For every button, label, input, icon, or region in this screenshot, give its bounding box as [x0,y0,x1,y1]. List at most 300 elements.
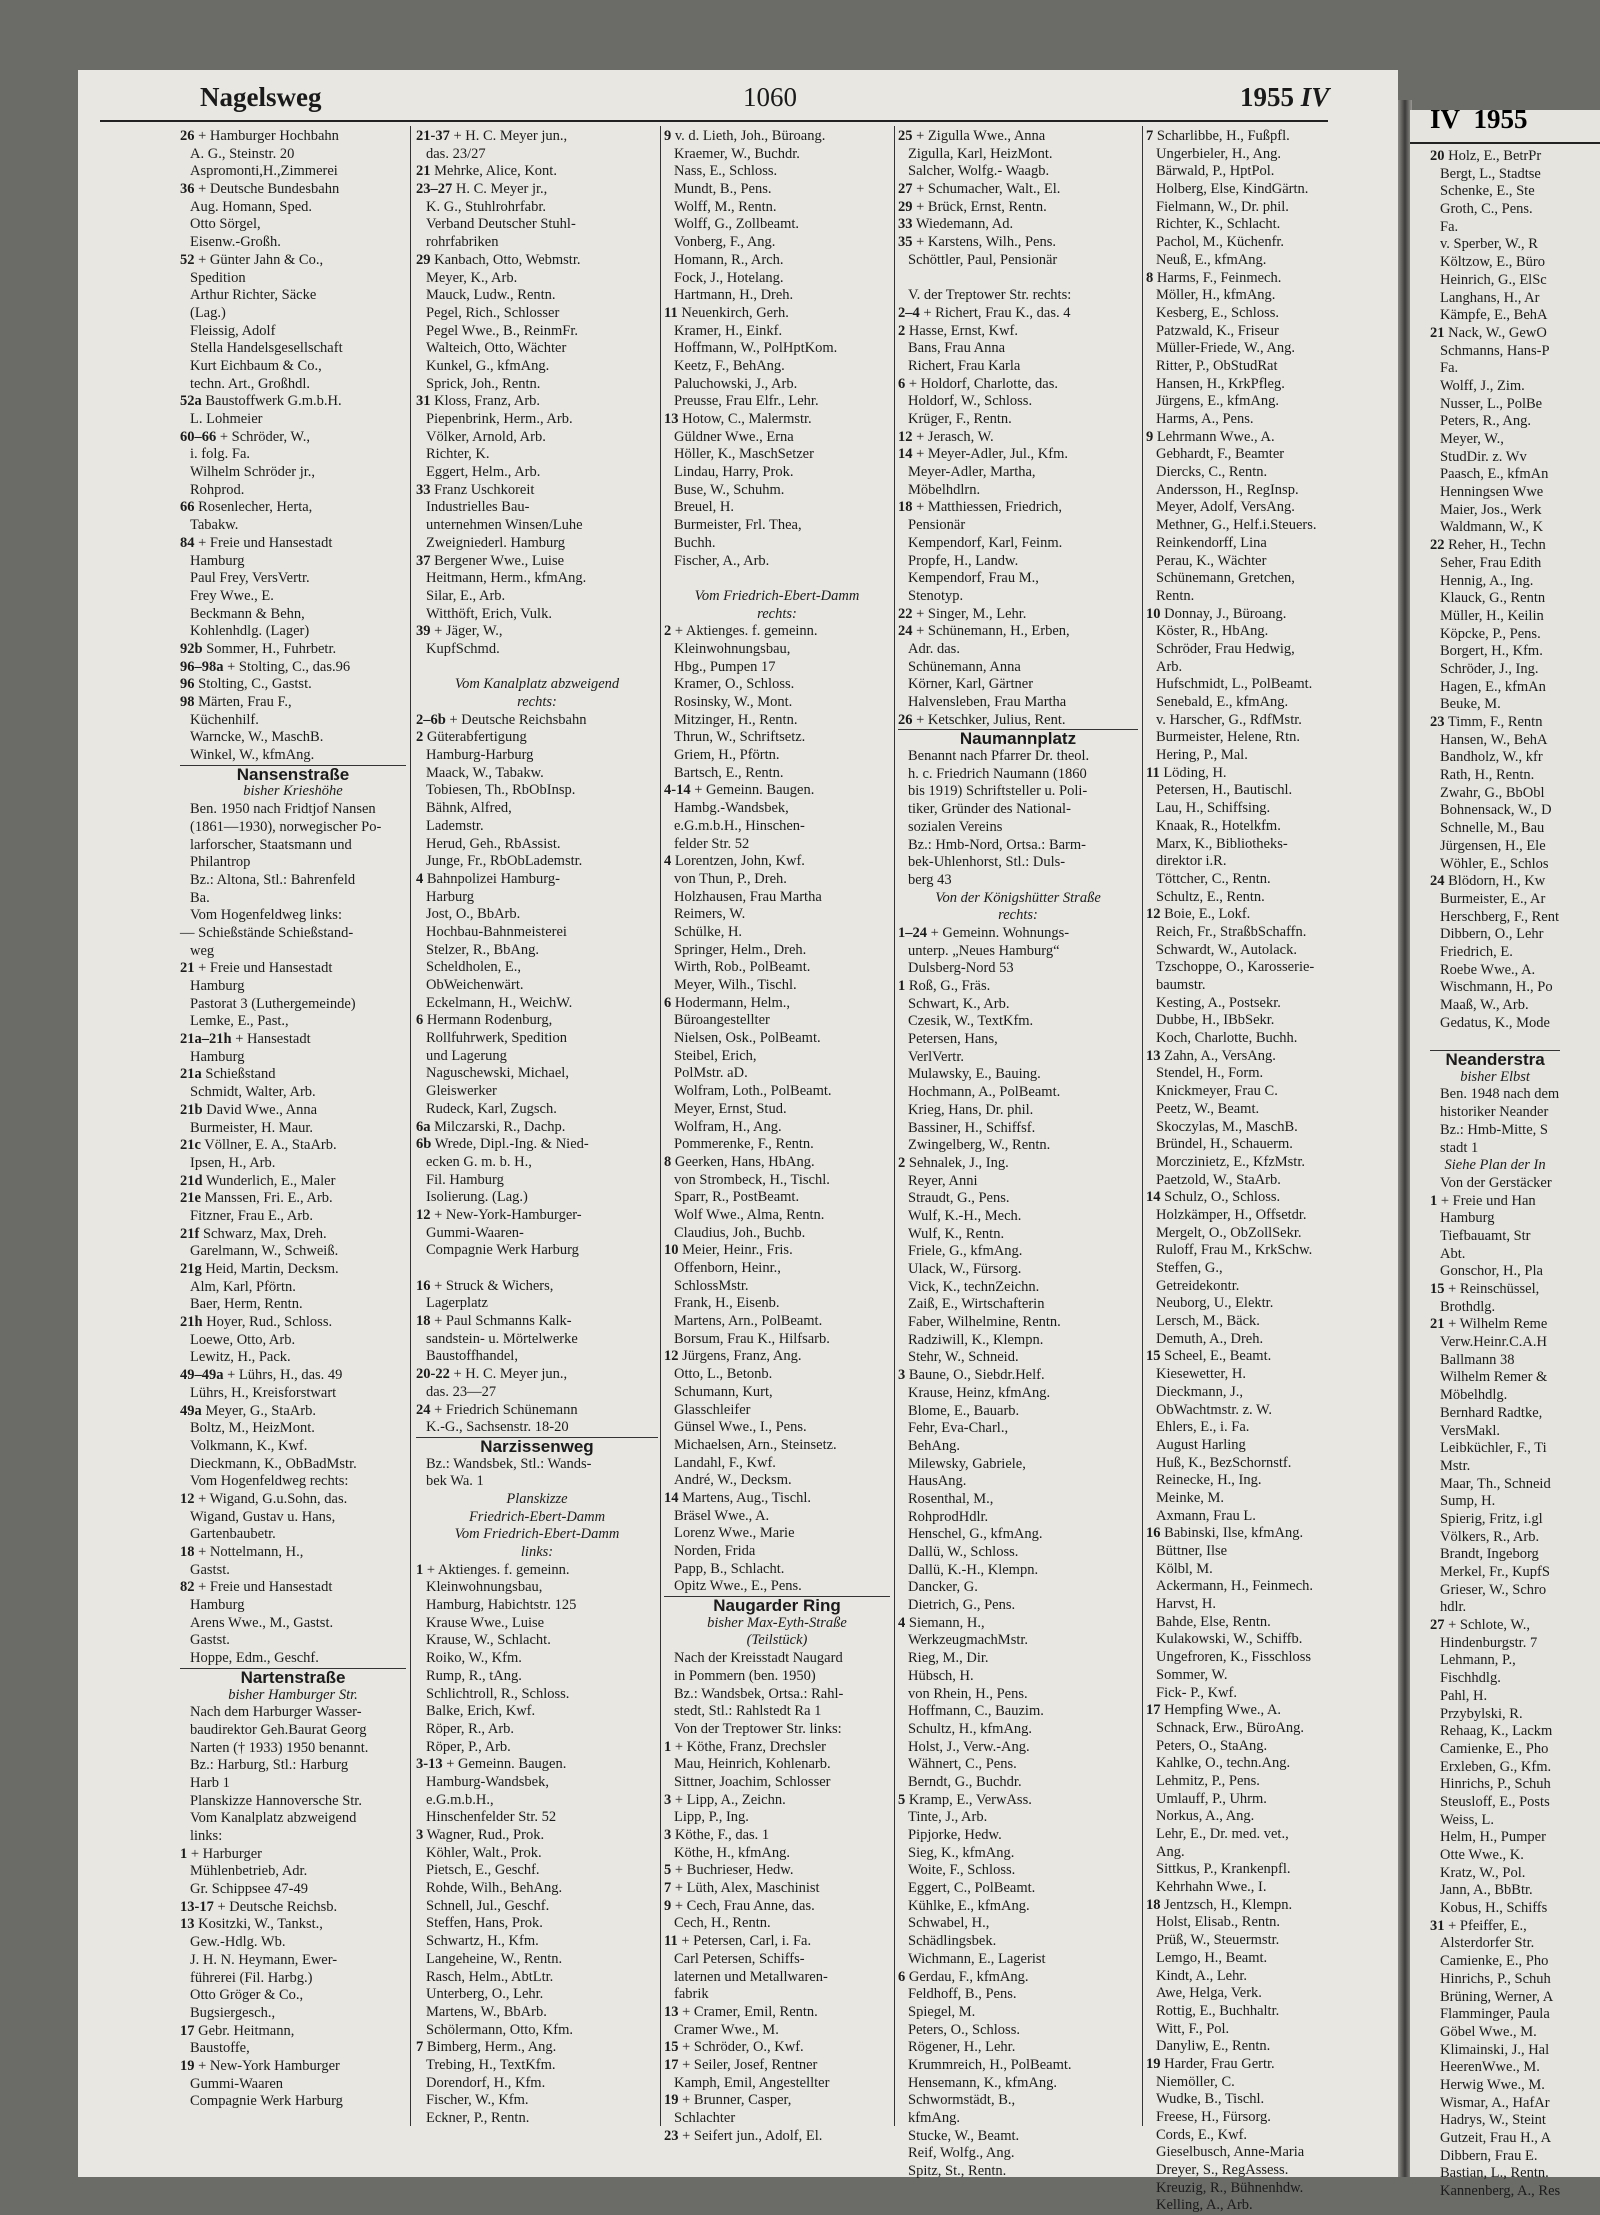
resident-entry: V. der Treptower Str. rechts: [908,287,1072,304]
house-number-entry: 1 + Harburger [180,1845,262,1862]
running-head-street: Nagelsweg [200,82,322,112]
resident-entry: Wolff, M., Rentn. [674,198,777,215]
resident-entry: Kesting, A., Postsekr. [1156,994,1281,1011]
resident-entry: Schumann, Kurt, [674,1383,773,1400]
resident-entry: Eggert, Helm., Arb. [426,464,541,481]
resident-entry: Lorenz Wwe., Marie [674,1525,795,1542]
resident-entry: Camienke, E., Pho [1440,1953,1549,1970]
resident-entry: Martens, Arn., PolBeamt. [674,1313,823,1330]
resident-entry: Wöhler, E., Schlos [1440,855,1549,872]
resident-entry: Rohprod. [190,481,245,498]
resident-entry: Gastst. [190,1632,230,1649]
resident-entry: Kreuzig, R., Bühnenhdw. [1156,2179,1304,2196]
resident-entry: Schülke, H. [674,923,743,940]
resident-entry: Nach der Kreisstadt Naugard [674,1650,843,1667]
house-number-entry: 13 Zahn, A., VersAng. [1146,1047,1276,1064]
resident-entry: Kohlenhdlg. (Lager) [190,623,310,640]
resident-entry: Schnelle, M., Bau [1440,820,1545,837]
resident-entry: Sump, H. [1440,1493,1496,1510]
resident-entry: L. Lohmeier [190,411,263,427]
resident-entry: Philantrop [190,854,251,871]
resident-entry: h. c. Friedrich Naumann (1860 [908,765,1087,782]
house-number-entry: 18 + Nottelmann, H., [180,1544,304,1560]
resident-entry: Mühlenbetrieb, Adr. [190,1863,308,1880]
resident-entry: das. 23—27 [426,1383,497,1400]
resident-entry: links: [190,1828,223,1844]
resident-entry: Loewe, Otto, Arb. [190,1331,296,1348]
house-number-entry: 15 + Reinschüssel, [1430,1281,1540,1297]
resident-entry: Peters, O., Schloss. [908,2021,1020,2038]
resident-entry: Sittner, Joachim, Schlosser [674,1773,831,1790]
resident-entry: Röper, R., Arb. [426,1720,515,1737]
resident-entry: Meyer, Ernst, Stud. [674,1100,787,1117]
resident-entry: Wichmann, E., Lagerist [908,1950,1046,1967]
resident-entry: Pastorat 3 (Luthergemeinde) [190,995,356,1012]
resident-entry: Wolf Wwe., Alma, Rentn. [674,1206,825,1223]
resident-entry: Hamburg [190,552,245,569]
house-number-entry: 12 Jürgens, Franz, Ang. [664,1348,802,1365]
resident-entry: Gew.-Hdlg. Wb. [190,1934,286,1951]
resident-entry: Peters, R., Ang. [1440,413,1532,430]
resident-entry: stadt 1 [1440,1139,1479,1156]
resident-entry: v. Sperber, W., R [1440,236,1538,253]
resident-entry: Paasch, E., kfmAn [1440,466,1549,483]
resident-entry: Straudt, G., Pens. [908,1190,1010,1207]
house-number-entry: 7 Scharlibbe, H., Fußpfl. [1146,128,1290,144]
resident-entry: Martens, W., BbArb. [426,2003,547,2020]
house-number-entry: 21h Hoyer, Rud., Schloss. [180,1314,333,1331]
house-number-entry: 6 Hermann Rodenburg, [416,1012,553,1029]
resident-entry: Steffen, Hans, Prok. [426,1915,543,1932]
resident-entry: Helm, H., Pumper [1440,1829,1546,1846]
resident-entry: KupfSchmd. [426,640,500,657]
resident-entry: Krüger, F., Rentn. [908,411,1012,427]
resident-entry: Henningsen Wwe [1440,484,1544,501]
resident-entry: Tiefbauamt, Str [1440,1227,1531,1244]
resident-entry: Pipjorke, Hedw. [908,1827,1002,1843]
street-heading: Nansenstraße [180,765,406,784]
house-number-entry: 35 + Karstens, Wilh., Pens. [898,234,1056,251]
resident-entry: Glasschleifer [674,1401,751,1418]
resident-entry: hdlr. [1440,1599,1467,1616]
resident-entry: Piepenbrink, Herm., Arb. [426,411,573,427]
house-number-entry: 11 + Petersen, Carl, i. Fa. [664,1933,812,1950]
resident-entry: führerei (Fil. Harbg.) [190,1969,313,1986]
header-rule [1410,142,1600,144]
resident-entry: Schädlingsbek. [908,1933,997,1950]
resident-entry: felder Str. 52 [674,835,750,852]
resident-entry: Reinkendorff, Lina [1156,534,1267,551]
street-note: (Teilstück) [746,1632,808,1649]
resident-entry: Friedrich, E. [1440,943,1513,960]
house-number-entry: 23 + Seifert jun., Adolf, El. [664,2127,823,2144]
resident-entry: Getreidekontr. [1156,1277,1240,1294]
resident-entry: Müller, H., Keilin [1440,607,1544,624]
resident-entry: Steffen, G., [1156,1260,1223,1276]
house-number-entry: 24 Blödorn, H., Kw [1430,873,1546,890]
house-number-entry: 13 Hotow, C., Malermstr. [664,411,812,427]
resident-entry: Hamburg [1440,1210,1495,1227]
resident-entry: Faber, Wilhelmine, Rentn. [908,1314,1061,1331]
resident-entry: Reyer, Anni [908,1172,978,1189]
header-rule [100,120,1328,122]
resident-entry: Ritter, P., ObStudRat [1156,357,1278,374]
resident-entry: historiker Neander [1440,1104,1549,1121]
house-number-entry: 21-37 + H. C. Meyer jun., [416,128,568,144]
resident-entry: Unterberg, O., Lehr. [426,1986,544,2003]
resident-entry: Wolff, J., Zim. [1440,377,1525,394]
resident-entry: Brandt, Ingeborg [1440,1546,1539,1563]
resident-entry: Rosinsky, W., Mont. [674,694,793,710]
house-number-entry: 2 Güterabfertigung [416,729,527,746]
resident-entry: Rosenthal, M., [908,1490,994,1507]
resident-entry: Lau, H., Schiffsing. [1156,800,1271,817]
resident-entry: Dreyer, S., RegAssess. [1156,2162,1289,2179]
resident-entry: Beuke, M. [1440,696,1501,713]
resident-entry: Borsum, Frau K., Hilfsarb. [674,1330,830,1347]
resident-entry: Czesik, W., TextKfm. [908,1013,1034,1030]
resident-entry: Seher, Frau Edith [1440,554,1542,571]
resident-entry: Spiegel, M. [908,2003,976,2020]
house-number-entry: 49–49a + Lührs, H., das. 49 [180,1367,343,1384]
resident-entry: Petersen, Hans, [908,1031,998,1048]
resident-entry: techn. Art., Großhdl. [190,375,311,392]
street-note: rechts: [517,694,557,710]
house-number-entry: 29 + Brück, Ernst, Rentn. [898,198,1047,215]
resident-entry: Demuth, A., Dreh. [1156,1330,1264,1347]
house-number-entry: 12 + Wigand, G.u.Sohn, das. [180,1490,348,1507]
resident-entry: Meyer, Adolf, VersAng. [1156,499,1295,516]
resident-entry: ecken G. m. b. H., [426,1153,532,1170]
resident-entry: Kempendorf, Karl, Feinm. [908,534,1063,551]
house-number-entry: 26 + Ketschker, Julius, Rent. [898,711,1066,728]
house-number-entry: 9 v. d. Lieth, Joh., Büroang. [664,128,826,144]
resident-entry: Paluchowski, J., Arb. [674,375,798,392]
resident-entry: Ruloff, Frau M., KrkSchw. [1156,1242,1313,1259]
resident-entry: Schölermann, Otto, Kfm. [426,2021,573,2038]
resident-entry: Frank, H., Eisenb. [674,1295,780,1312]
resident-entry: Rentn. [1156,587,1195,604]
resident-entry: Günsel Wwe., I., Pens. [674,1419,807,1436]
street-note: Friedrich-Ebert-Damm [468,1508,606,1525]
resident-entry: Kulakowski, W., Schiffb. [1156,1631,1303,1648]
house-number-entry: 31 Kloss, Franz, Arb. [416,393,541,410]
resident-entry: Vom Kanalplatz abzweigend [190,1810,357,1827]
house-number-entry: 7 + Lüth, Alex, Maschinist [664,1880,820,1897]
resident-entry: Danyliw, E., Rentn. [1156,2038,1271,2055]
street-note: Von der Königshütter Straße [935,889,1101,906]
resident-entry: Hinschenfelder Str. 52 [426,1809,557,1826]
resident-entry: Gummi-Waaren- [426,1224,524,1241]
resident-entry: Rieg, M., Dir. [908,1650,989,1667]
resident-entry: bek Wa. 1 [426,1473,484,1490]
resident-entry: Kunkel, G., kfmAng. [426,357,550,374]
house-number-entry: 33 Franz Uschkoreit [416,481,535,498]
resident-entry: Warncke, W., MaschB. [190,729,324,746]
resident-entry: Garelmann, W., Schweiß. [190,1243,339,1260]
resident-entry: Silar, E., Arb. [426,587,506,604]
resident-entry: unterp. „Neues Hamburg“ [908,942,1060,959]
resident-entry: Brothdlg. [1440,1298,1496,1315]
house-number-entry: 52 + Günter Jahn & Co., [180,251,324,268]
resident-entry: Lipp, P., Ing. [674,1809,749,1826]
house-number-entry: 23–27 H. C. Meyer jr., [416,181,548,198]
resident-entry: Roiko, W., Kfm. [426,1650,522,1667]
resident-entry: Spierig, Fritz, i.gl [1440,1510,1543,1527]
resident-entry: Baustoffhandel, [426,1348,518,1365]
resident-entry: baudirektor Geh.Baurat Georg [190,1721,367,1738]
resident-entry: Dieckmann, J., [1156,1383,1243,1400]
resident-entry: Richert, Frau Karla [908,357,1021,374]
resident-entry: Sparr, R., PostBeamt. [674,1189,800,1206]
resident-entry: Hinrichs, P., Schuh [1440,1776,1551,1793]
resident-entry: Schlichtroll, R., Schloss. [426,1685,570,1702]
resident-entry: Burmeister, E., Ar [1440,890,1546,907]
resident-entry: Schünemann, Anna [908,658,1021,675]
resident-entry: Nielsen, Osk., PolBeamt. [674,1030,821,1047]
column-3 [664,128,890,2145]
resident-entry: Rohde, Wilh., BehAng. [426,1880,563,1897]
resident-entry: Skoczylas, M., MaschB. [1156,1118,1298,1135]
resident-entry: unternehmen Winsen/Luhe [426,517,583,534]
resident-entry: Költzow, E., Büro [1440,254,1545,271]
house-number-entry: 21c Völlner, E. A., StaArb. [180,1137,337,1154]
resident-entry: Koch, Charlotte, Buchh. [1156,1030,1298,1047]
resident-entry: Hamburg [190,1048,245,1065]
house-number-entry: 10 Meier, Heinr., Fris. [664,1242,793,1259]
resident-entry: Holst, Elisab., Rentn. [1156,1914,1281,1931]
street-note: bisher Elbst [1460,1068,1530,1085]
house-number-entry: 13 Kositzki, W., Tankst., [180,1916,323,1933]
resident-entry: Landahl, F., Kwf. [674,1454,776,1471]
resident-entry: stedt, Stl.: Rahlstedt Ra 1 [674,1703,822,1720]
resident-entry: Fielmann, W., Dr. phil. [1156,198,1289,215]
resident-entry: Bandholz, W., kfr [1440,749,1543,766]
street-note: Siehe Plan der In [1444,1157,1546,1174]
resident-entry: laternen und Metallwaren- [674,1968,828,1985]
house-number-entry: 49a Meyer, G., StaArb. [180,1402,316,1419]
resident-entry: bek-Uhlenhorst, Stl.: Duls- [908,854,1066,871]
column-divider [660,126,661,2126]
resident-entry: Verband Deutscher Stuhl- [426,216,576,233]
resident-entry: berg 43 [908,871,952,888]
resident-entry: Bz.: Hmb-Mitte, S [1440,1121,1548,1138]
resident-entry: Zwahr, G., BbObl [1440,784,1545,801]
resident-entry: Axmann, Frau L. [1156,1507,1256,1524]
resident-entry: Peters, O., StaAng. [1156,1737,1268,1754]
house-number-entry: 19 Harder, Frau Gertr. [1146,2055,1275,2072]
house-number-entry: 3 Wagner, Rud., Prok. [416,1827,545,1843]
resident-entry: Nach dem Harburger Wasser- [190,1704,362,1721]
resident-entry: RohprodHdlr. [908,1508,989,1525]
resident-entry: Fil. Hamburg [426,1171,504,1188]
resident-entry: Bärwald, P., HptPol. [1156,163,1275,180]
resident-entry: Kramer, H., Einkf. [674,322,783,339]
resident-entry: Baer, Herm, Rentn. [190,1296,303,1313]
resident-entry: Bohnensack, W., D [1440,802,1552,819]
house-number-entry: 19 + New-York Hamburger [180,2057,340,2074]
resident-entry: Müller-Friede, W., Ang. [1156,340,1296,357]
column-divider [1142,126,1143,2126]
resident-entry: Arb. [1156,658,1183,675]
resident-entry: Volkmann, K., Kwf. [190,1437,308,1454]
resident-entry: Ben. 1950 nach Fridtjof Nansen [190,801,376,818]
resident-entry: Kesberg, E., Schloss. [1156,304,1279,321]
resident-entry: weg [190,942,215,959]
house-number-entry: 13-17 + Deutsche Reichsb. [180,1898,338,1915]
resident-entry: Dallü, K.-H., Klempn. [908,1561,1039,1578]
resident-entry: Knickmeyer, Frau C. [1156,1083,1278,1100]
resident-entry: baumstr. [1156,977,1206,993]
resident-entry: Reimers, W. [674,906,746,923]
resident-entry: Arens Wwe., M., Gastst. [190,1614,334,1631]
house-number-entry [416,659,658,677]
house-number-entry [416,1260,658,1278]
resident-entry: Hinrichs, P., Schuh [1440,1970,1551,1987]
resident-entry: Wolff, G., Zollbeamt. [674,216,800,233]
resident-entry: Schwartz, H., Kfm. [426,1933,539,1950]
resident-entry: Andersson, H., RegInsp. [1156,481,1299,498]
resident-entry: Wolfram, Loth., PolBeamt. [674,1083,832,1100]
resident-entry: Dibbern, O., Lehr [1440,926,1544,943]
resident-entry: Winkel, W., kfmAng. [190,747,315,764]
resident-entry: Weiss, L. [1440,1811,1495,1828]
resident-entry: Buse, W., Schuhm. [674,481,785,498]
resident-entry: Hindenburgstr. 7 [1440,1634,1538,1651]
resident-entry: Mergelt, O., ObZollSekr. [1156,1224,1302,1241]
house-number-entry: 12 + New-York-Hamburger- [416,1206,582,1223]
resident-entry: Stenotyp. [908,587,964,604]
resident-entry: Körner, Karl, Gärtner [908,676,1034,693]
house-number-entry: 26 + Hamburger Hochbahn [180,128,339,144]
house-number-entry: 22 Reher, H., Techn [1430,537,1546,554]
resident-entry: Lagerplatz [426,1295,488,1312]
resident-entry: Steibel, Erich, [674,1047,757,1064]
resident-entry: Hochmann, A., PolBeamt. [908,1084,1061,1101]
street-heading: Neanderstra [1430,1050,1560,1069]
resident-entry: Salcher, Wolfg.- Waagb. [908,163,1050,180]
resident-entry: Dietrich, G., Pens. [908,1597,1016,1614]
house-number-entry: 27 + Schlote, W., [1430,1617,1531,1634]
resident-entry: Dancker, G. [908,1579,978,1596]
resident-entry: Mau, Heinrich, Kohlenarb. [674,1756,831,1773]
resident-entry: Harvst, H. [1156,1596,1217,1613]
resident-entry: Schwardt, W., Autolack. [1156,941,1297,958]
resident-entry: und Lagerung [426,1047,507,1064]
resident-entry: Langhans, H., Ar [1440,289,1540,306]
resident-entry: Vom Hogenfeldweg links: [190,907,342,924]
resident-entry: Heinrich, G., ElSc [1440,271,1547,288]
resident-entry: Peetz, W., Beamt. [1156,1100,1260,1117]
resident-entry: Eckelmann, H., WeichW. [426,994,573,1011]
resident-entry: Bz.: Altona, Stl.: Bahrenfeld [190,871,356,888]
resident-entry: Henschel, G., kfmAng. [908,1526,1043,1543]
house-number-entry: 6 Hodermann, Helm., [664,994,791,1011]
resident-entry: Holzkämper, H., Offsetdr. [1156,1206,1307,1223]
resident-entry: Steusloff, E., Posts [1440,1793,1550,1810]
resident-entry: Grieser, W., Schro [1440,1581,1547,1598]
resident-entry: Springer, Helm., Dreh. [674,941,807,958]
house-number-entry: 1 Roß, G., Fräs. [898,978,991,994]
resident-entry: J. H. N. Heymann, Ewer- [190,1951,338,1968]
resident-entry: ObWachtmstr. z. W. [1156,1401,1273,1418]
resident-entry: Narten († 1933) 1950 benannt. [190,1739,369,1756]
house-number-entry: 21g Heid, Martin, Decksm. [180,1261,339,1277]
resident-entry: Bz.: Wandsbek, Ortsa.: Rahl- [674,1685,844,1702]
house-number-entry: 29 Kanbach, Otto, Webmstr. [416,251,581,268]
resident-entry: Patzwald, K., Friseur [1156,322,1279,339]
house-number-entry: 21 + Wilhelm Reme [1430,1316,1548,1333]
resident-entry: Ballmann 38 [1440,1351,1515,1368]
resident-entry: Bassiner, H., Schiffsf. [908,1119,1036,1136]
house-number-entry: 14 + Meyer-Adler, Jul., Kfm. [898,446,1068,463]
resident-entry: Cech, H., Rentn. [674,1915,771,1932]
resident-entry: Töttcher, C., Rentn. [1156,870,1271,887]
resident-entry: von Thun, P., Dreh. [674,870,787,887]
resident-entry: Fischhdlg. [1440,1670,1501,1687]
house-number-entry: 20 Holz, E., BetrPr [1430,148,1542,164]
resident-entry: Isolierung. (Lag.) [426,1189,528,1206]
resident-entry: Thrun, W., Schriftsetz. [674,729,806,746]
resident-entry: Fitzner, Frau E., Arb. [190,1207,314,1224]
resident-entry: Bergt, L., Stadtse [1440,165,1541,182]
resident-entry: sandstein- u. Mörtelwerke [426,1330,578,1347]
page-number: 1060 [743,82,797,112]
resident-entry: Merkel, Fr., KupfS [1440,1564,1550,1580]
house-number-entry: 18 + Matthiessen, Friedrich, [898,499,1063,516]
resident-entry: Reif, Wolfg., Ang. [908,2145,1015,2162]
resident-entry: Eisenw.-Großh. [190,234,281,251]
resident-entry: Bahde, Else, Rentn. [1156,1613,1271,1630]
resident-entry: Woite, F., Schloss. [908,1862,1016,1879]
resident-entry: Arthur Richter, Säcke [190,287,317,304]
resident-entry: Tobiesen, Th., RbObInsp. [426,782,576,799]
resident-entry: Röper, P., Arb. [426,1738,511,1755]
resident-entry: Krause, W., Schlacht. [426,1632,551,1649]
resident-entry: Schultz, E., Rentn. [1156,888,1265,905]
column-5 [1146,128,1394,2215]
resident-entry: Hoffmann, W., PolHptKom. [674,340,838,357]
resident-entry: Kamph, Emil, Angestellter [674,2074,830,2091]
street-note: Planskizze [506,1490,568,1507]
resident-entry: Cords, E., Kwf. [1156,2126,1248,2143]
column-2 [416,128,658,2128]
resident-entry: Wolfram, H., Ang. [674,1118,782,1135]
resident-entry: Wudke, B., Tischl. [1156,2091,1265,2108]
resident-entry: Maack, W., Tabakw. [426,764,544,781]
resident-entry: Hamburg [190,978,245,994]
resident-entry: Pachol, M., Küchenfr. [1156,234,1285,251]
house-number-entry: 6 + Holdorf, Charlotte, das. [898,375,1058,392]
house-number-entry: 21b David Wwe., Anna [180,1101,318,1118]
resident-entry: Gummi-Waaren [190,2075,284,2092]
house-number-entry: 2 + Aktienges. f. gemeinn. [664,623,818,640]
resident-entry: Awe, Helga, Verk. [1156,1985,1262,2002]
column-4 [898,128,1138,2181]
resident-entry: Carl Petersen, Schiffs- [674,1950,805,1967]
house-number-entry: 2–6b + Deutsche Reichsbahn [416,711,587,728]
resident-entry: Nass, E., Schloss. [674,163,778,180]
resident-entry: Schnell, Jul., Geschf. [426,1897,550,1914]
resident-entry: Hamburg, Habichtstr. 125 [426,1597,577,1614]
house-number-entry: 11 Löding, H. [1146,764,1227,781]
resident-entry: Köpcke, P., Pens. [1440,625,1541,642]
resident-entry: Pahl, H. [1440,1687,1488,1704]
resident-entry: Fock, J., Hotelang. [674,269,784,286]
resident-entry: Mundt, B., Pens. [674,181,772,198]
street-note: Vom Kanalplatz abzweigend [454,676,620,693]
house-number-entry: 2 Sehnalek, J., Ing. [898,1154,1009,1171]
